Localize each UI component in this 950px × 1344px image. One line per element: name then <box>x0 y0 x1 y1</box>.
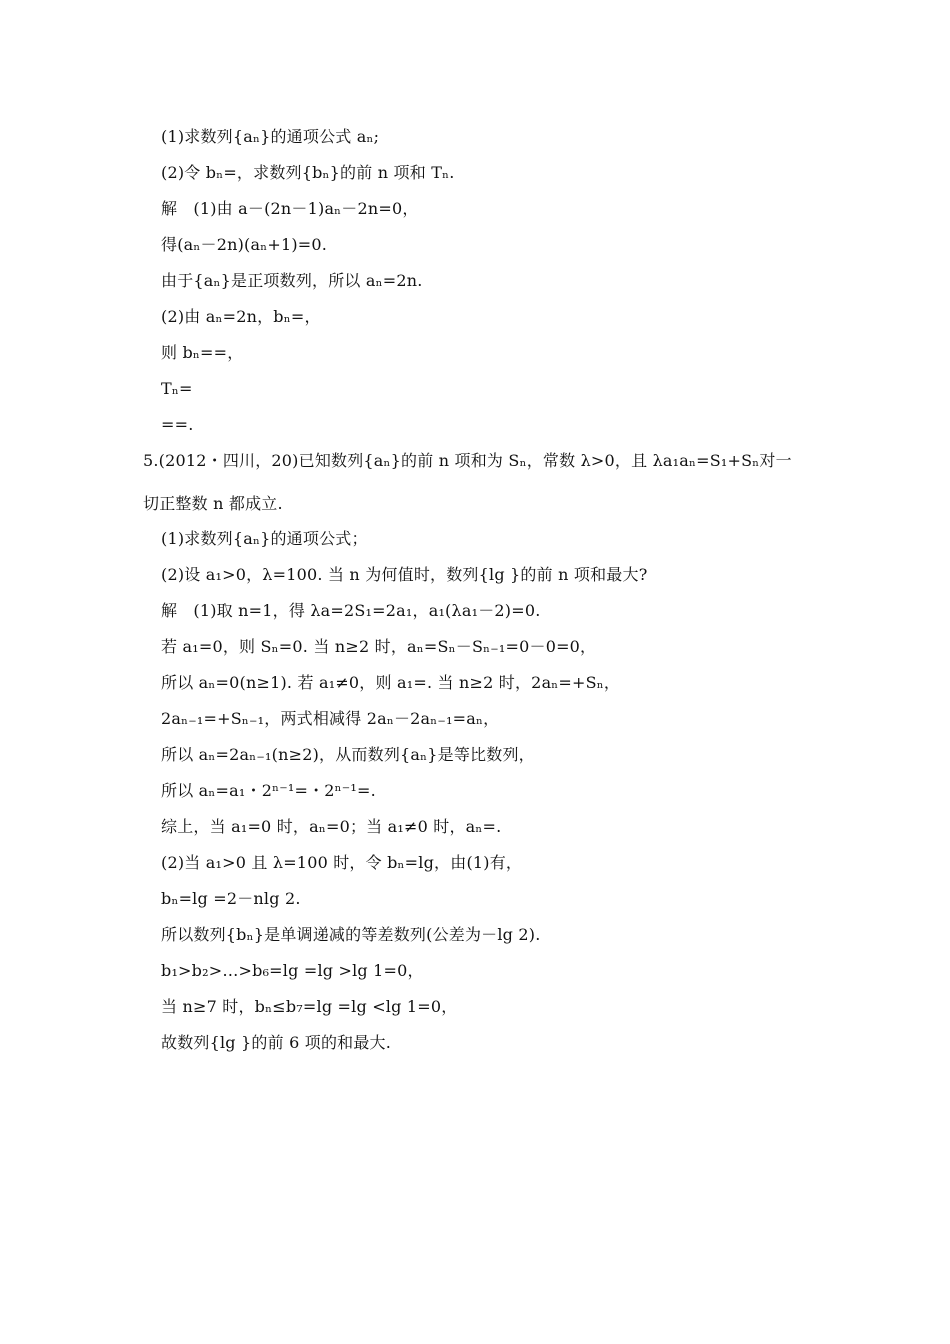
text-line: 所以 aₙ=2aₙ₋₁(n≥2)，从而数列{aₙ}是等比数列， <box>161 745 535 764</box>
problem-5-heading: 5.(2012・四川，20)已知数列{aₙ}的前 n 项和为 Sₙ，常数 λ>0，且 λa₁aₙ=S₁+Sₙ对一 <box>143 451 792 470</box>
text-line: 2aₙ₋₁=+Sₙ₋₁，两式相减得 2aₙ－2aₙ₋₁=aₙ， <box>161 709 500 728</box>
text-line: (2)由 aₙ=2n，bₙ=， <box>161 307 321 326</box>
text-line: 由于{aₙ}是正项数列，所以 aₙ=2n. <box>161 271 423 290</box>
text-line: (1)求数列{aₙ}的通项公式； <box>161 529 368 548</box>
text-line: bₙ=lg =2－nlg 2. <box>161 889 301 908</box>
text-line: 当 n≥7 时，bₙ≤b₇=lg =lg <lg 1=0， <box>161 997 458 1016</box>
text-line: 所以 aₙ=a₁・2ⁿ⁻¹=・2ⁿ⁻¹=. <box>161 781 376 800</box>
text-line: Tₙ= <box>161 379 193 398</box>
text-line: 综上，当 a₁=0 时，aₙ=0；当 a₁≠0 时，aₙ=. <box>161 817 502 836</box>
text-line: 解 (1)取 n=1，得 λa=2S₁=2a₁，a₁(λa₁－2)=0. <box>161 601 541 620</box>
text-line: 解 (1)由 a－(2n－1)aₙ－2n=0， <box>161 199 419 218</box>
text-line: ==. <box>161 415 194 434</box>
text-line: 故数列{lg }的前 6 项的和最大. <box>161 1033 392 1052</box>
text-line: (1)求数列{aₙ}的通项公式 aₙ; <box>161 127 380 146</box>
text-line: (2)设 a₁>0，λ=100. 当 n 为何值时，数列{lg }的前 n 项和最大? <box>161 565 648 584</box>
text-line: (2)令 bₙ=，求数列{bₙ}的前 n 项和 Tₙ. <box>161 163 455 182</box>
text-line: 得(aₙ－2n)(aₙ+1)=0. <box>161 235 328 254</box>
text-line: 则 bₙ==， <box>161 343 244 362</box>
text-line: 切正整数 n 都成立. <box>143 494 283 513</box>
text-line: b₁>b₂>…>b₆=lg =lg >lg 1=0， <box>161 961 424 980</box>
text-line: 所以数列{bₙ}是单调递减的等差数列(公差为－lg 2). <box>161 925 541 944</box>
text-line: (2)当 a₁>0 且 λ=100 时，令 bₙ=lg，由(1)有， <box>161 853 523 872</box>
text-line: 若 a₁=0，则 Sₙ=0. 当 n≥2 时，aₙ=Sₙ－Sₙ₋₁=0－0=0， <box>161 637 597 656</box>
text-line: 所以 aₙ=0(n≥1). 若 a₁≠0，则 a₁=. 当 n≥2 时，2aₙ=+Sₙ， <box>161 673 621 692</box>
